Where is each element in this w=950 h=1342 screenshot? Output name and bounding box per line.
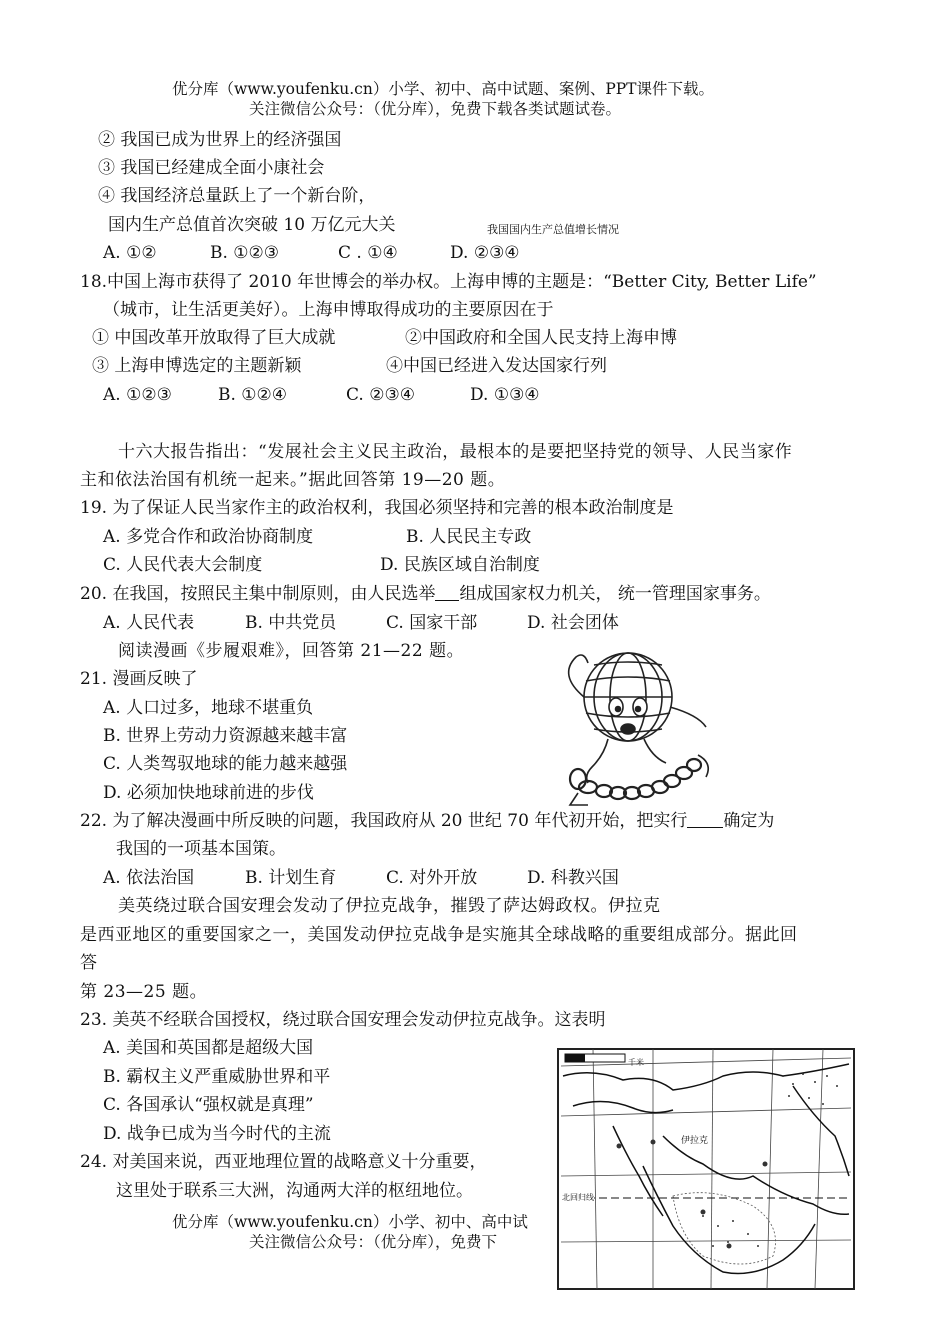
- footer-line-1: 优分库（www.youfenku.cn）小学、初中、高中试: [172, 1213, 528, 1231]
- q21-choice-b: B. 世界上劳动力资源越来越丰富: [103, 726, 348, 746]
- header-line-1: 优分库（www.youfenku.cn）小学、初中、高中试题、案例、PPT课件下载。: [172, 80, 715, 98]
- q17-option-4: ④ 我国经济总量跃上了一个新台阶，: [98, 186, 376, 206]
- q21-choice-c: C. 人类驾驭地球的能力越来越强: [103, 754, 348, 774]
- q22-choice-c: C. 对外开放: [386, 868, 478, 888]
- q18-choice-b: B. ①②④: [218, 385, 288, 405]
- q20-stem-part-2: 组成国家权力机关， 统一管理国家事务。: [459, 584, 771, 604]
- q22-stem-part-1: 22. 为了解决漫画中所反映的问题，我国政府从 20 世纪 70 年代初开始，把实行: [80, 811, 688, 831]
- q18-choice-c: C. ②③④: [346, 385, 415, 405]
- q23-stem: 23. 美英不经联合国授权，绕过联合国安理会发动伊拉克战争。这表明: [80, 1010, 606, 1030]
- q23-choice-a: A. 美国和英国都是超级大国: [103, 1038, 314, 1058]
- q17-choice-a: A. ①②: [103, 243, 157, 263]
- header-line-2: 关注微信公众号：（优分库），免费下载各类试题试卷。: [249, 100, 622, 118]
- gdp-chart-caption: 我国国内生产总值增长情况: [487, 223, 619, 236]
- q18-option-3: ③ 上海申博选定的主题新颖: [92, 356, 302, 376]
- q17-choice-c: C . ①④: [338, 243, 398, 263]
- map-iraq-label: 伊拉克: [681, 1136, 709, 1146]
- q20-choice-a: A. 人民代表: [103, 613, 195, 633]
- intro-23-line-4: 第 23—25 题。: [80, 982, 208, 1002]
- q19-choice-b: B. 人民民主专政: [406, 527, 532, 547]
- q19-stem: 19. 为了保证人民当家作主的政治权利，我国必须坚持和完善的根本政治制度是: [80, 498, 674, 518]
- q20-stem-part-1: 20. 在我国，按照民主集中制原则，由人民选举: [80, 584, 436, 604]
- q22-choice-b: B. 计划生育: [245, 868, 337, 888]
- q19-choice-d: D. 民族区域自治制度: [380, 555, 540, 575]
- intro-19-line-1: 十六大报告指出：“发展社会主义民主政治，最根本的是要把坚持党的领导、人民当家作: [118, 442, 793, 462]
- q20-choice-d: D. 社会团体: [527, 613, 619, 633]
- q24-stem-2: 这里处于联系三大洲，沟通两大洋的枢纽地位。: [116, 1181, 473, 1201]
- q18-stem-1: 18.中国上海市获得了 2010 年世博会的举办权。上海申博的主题是：“Better City, Better Life”: [80, 272, 817, 292]
- q22-choice-d: D. 科教兴国: [527, 868, 619, 888]
- intro-23-line-3: 答: [80, 953, 98, 973]
- q20-choice-c: C. 国家干部: [386, 613, 478, 633]
- q23-choice-b: B. 霸权主义严重威胁世界和平: [103, 1067, 331, 1087]
- q18-option-4: ④中国已经进入发达国家行列: [386, 356, 607, 376]
- q19-choice-a: A. 多党合作和政治协商制度: [103, 527, 314, 547]
- q24-stem-1: 24. 对美国来说，西亚地理位置的战略意义十分重要，: [80, 1152, 487, 1172]
- answer-blank: [687, 811, 723, 828]
- q17-choice-d: D. ②③④: [450, 243, 520, 263]
- q17-option-4-cont: 国内生产总值首次突破 10 万亿元大关: [108, 215, 396, 235]
- intro-19-line-2: 主和依法治国有机统一起来。”据此回答第 19—20 题。: [80, 470, 506, 490]
- q22-choice-a: A. 依法治国: [103, 868, 195, 888]
- q18-stem-2: （城市，让生活更美好）。上海申博取得成功的主要原因在于: [103, 300, 554, 320]
- q17-option-3: ③ 我国已经建成全面小康社会: [98, 158, 325, 178]
- q20-stem: [80, 583, 771, 605]
- intro-23-line-1: 美英绕过联合国安理会发动了伊拉克战争，摧毁了萨达姆政权。伊拉克: [118, 896, 661, 916]
- q18-option-2: ②中国政府和全国人民支持上海申博: [405, 328, 677, 348]
- answer-blank: [435, 584, 459, 601]
- q22-stem-part-2: 确定为: [723, 811, 775, 831]
- q18-choice-d: D. ①③④: [470, 385, 540, 405]
- q18-choice-a: A. ①②③: [103, 385, 172, 405]
- footer-line-2: 关注微信公众号：（优分库），免费下: [249, 1233, 498, 1251]
- map-tropic-label: 北回归线: [562, 1193, 594, 1202]
- cartoon-globe-image: [548, 645, 728, 820]
- q21-choice-d: D. 必须加快地球前进的步伐: [103, 783, 314, 803]
- q22-stem: [80, 810, 774, 832]
- q19-choice-c: C. 人民代表大会制度: [103, 555, 263, 575]
- west-asia-map: [553, 1046, 859, 1298]
- q17-option-2: ② 我国已成为世界上的经济强国: [98, 130, 342, 150]
- q23-choice-c: C. 各国承认“强权就是真理”: [103, 1095, 314, 1115]
- q23-choice-d: D. 战争已成为当今时代的主流: [103, 1124, 331, 1144]
- q18-option-1: ① 中国改革开放取得了巨大成就: [92, 328, 336, 348]
- q21-stem: 21. 漫画反映了: [80, 669, 198, 689]
- q22-stem-2: 我国的一项基本国策。: [116, 839, 286, 859]
- q20-choice-b: B. 中共党员: [245, 613, 337, 633]
- intro-23-line-2: 是西亚地区的重要国家之一，美国发动伊拉克战争是实施其全球战略的重要组成部分。据此回: [80, 925, 798, 945]
- intro-21: 阅读漫画《步履艰难》，回答第 21—22 题。: [118, 641, 465, 661]
- q21-choice-a: A. 人口过多，地球不堪重负: [103, 698, 314, 718]
- q17-choice-b: B. ①②③: [210, 243, 280, 263]
- map-scale-label: 千米: [628, 1058, 644, 1067]
